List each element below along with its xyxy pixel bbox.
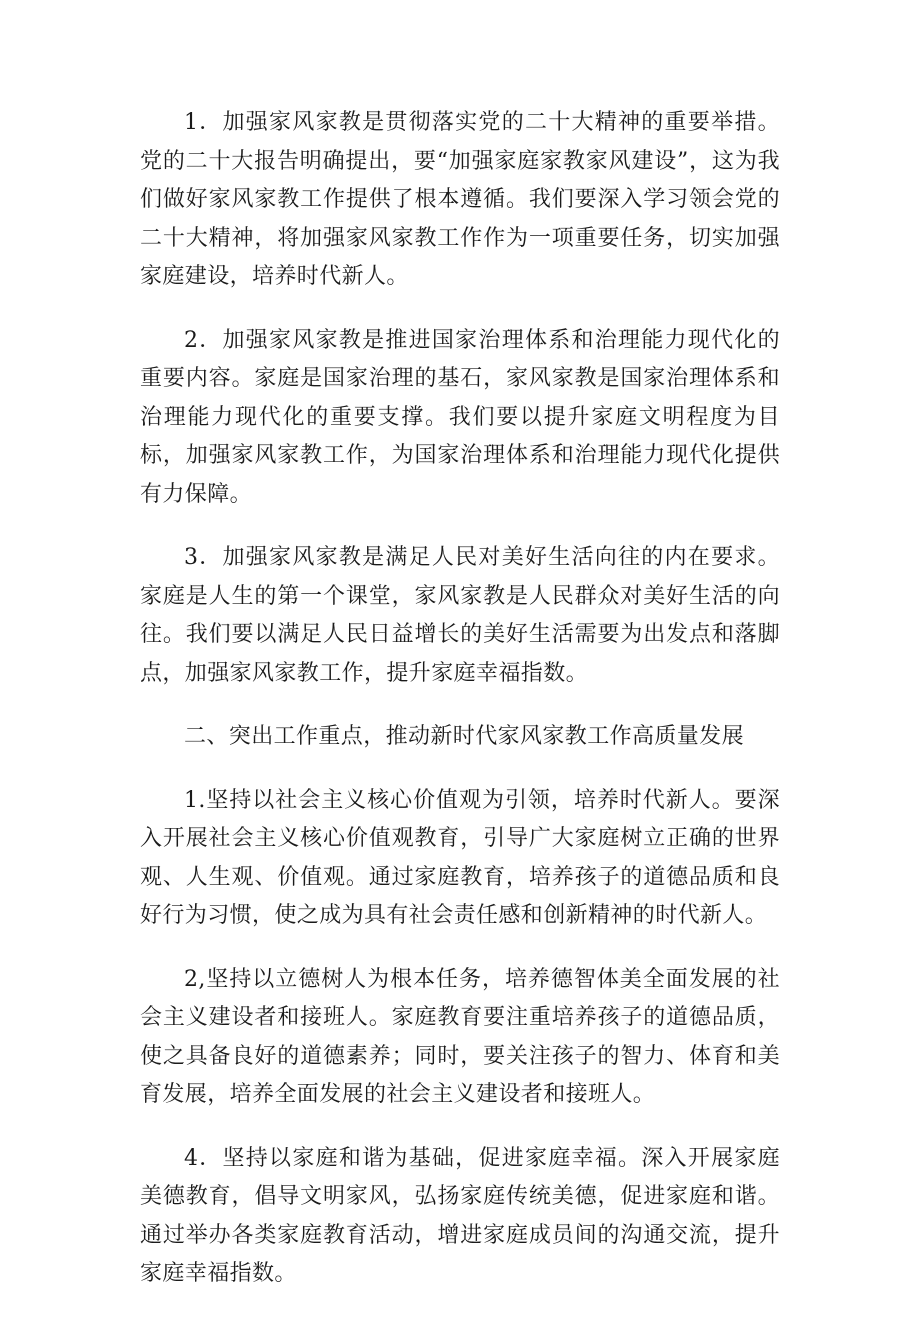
paragraph-6: 4．坚持以家庭和谐为基础，促进家庭幸福。深入开展家庭美德教育，倡导文明家风，弘扬家庭传统美德，促进家庭和谐。通过举办各类家庭教育活动，增进家庭成员间的沟通交流，提升家庭幸福指数。 <box>140 1145 780 1286</box>
paragraph-4: 1.坚持以社会主义核心价值观为引领，培养时代新人。要深入开展社会主义核心价值观教育，引导广大家庭树立正确的世界观、人生观、价值观。通过家庭教育，培养孩子的道德品质和良好行为习惯，使之成为具有社会责任感和创新精神的时代新人。 <box>140 787 780 928</box>
paragraph-2: 2．加强家风家教是推进国家治理体系和治理能力现代化的重要内容。家庭是国家治理的基石，家风家教是国家治理体系和治理能力现代化的重要支撑。我们要以提升家庭文明程度为目标，加强家风家教工作，为国家治理体系和治理能力现代化提供有力保障。 <box>140 327 780 507</box>
paragraph-5: 2,坚持以立德树人为根本任务，培养德智体美全面发展的社会主义建设者和接班人。家庭教育要注重培养孩子的道德品质，使之具备良好的道德素养；同时，要关注孩子的智力、体育和美育发展，培养全面发展的社会主义建设者和接班人。 <box>140 966 780 1107</box>
paragraph-1: 1．加强家风家教是贯彻落实党的二十大精神的重要举措。党的二十大报告明确提出，要“加强家庭家教家风建设”，这为我们做好家风家教工作提供了根本遵循。我们要深入学习领会党的二十大精神，将加强家风家教工作作为一项重要任务，切实加强家庭建设，培养时代新人。 <box>140 110 780 289</box>
paragraph-3: 3．加强家风家教是满足人民对美好生活向往的内在要求。家庭是人生的第一个课堂，家风家教是人民群众对美好生活的向往。我们要以满足人民日益增长的美好生活需要为出发点和落脚点，加强家风家教工作，提升家庭幸福指数。 <box>140 545 780 686</box>
section-heading: 二、突出工作重点，推动新时代家风家教工作高质量发展 <box>184 724 745 749</box>
document-body <box>140 104 780 1319</box>
